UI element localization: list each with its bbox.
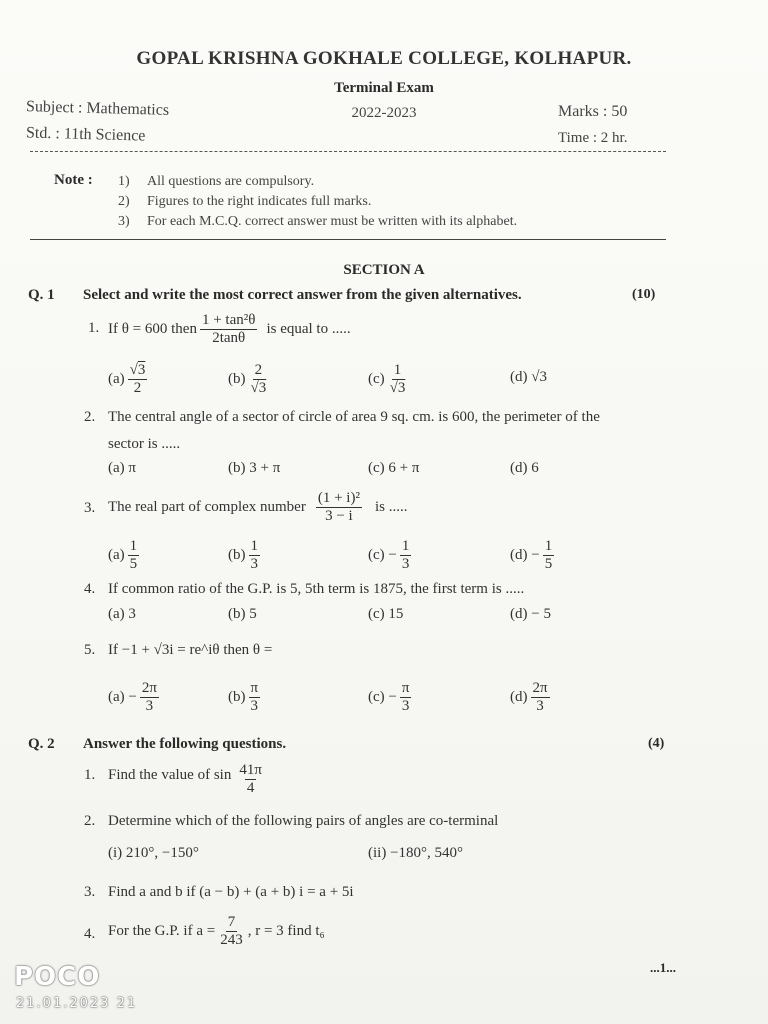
exam-type: Terminal Exam	[334, 80, 434, 96]
q1-2-option-a: (a) π	[108, 460, 136, 476]
camera-watermark-logo: POCO	[14, 962, 101, 992]
total-marks: Marks : 50	[558, 103, 628, 120]
q2-4-number: 4.	[84, 926, 96, 942]
q1-3-question	[108, 490, 407, 524]
q1-1-question	[108, 312, 351, 346]
q1-3-option-b: (b) $\frac{1}{3}$	[228, 538, 258, 572]
q2-4-question	[108, 914, 325, 948]
q2-2-number: 2.	[84, 813, 96, 829]
q1-3-text: The real part of complex number	[108, 498, 306, 515]
q1-3-tail: is .....	[374, 498, 408, 515]
q1-1-option-c: (c) $\frac{1}{√3}$	[368, 362, 406, 396]
note-heading: Note :	[54, 172, 93, 188]
q1-marks: (10)	[632, 287, 656, 302]
q2-label: Q. 2	[28, 736, 55, 752]
q1-1-number: 1.	[88, 320, 100, 336]
header-divider	[30, 151, 666, 152]
q2-3-text: Find a and b if (a − b) + (a + b) i = a + 5i	[108, 884, 354, 900]
q2-marks: (4)	[648, 736, 665, 751]
q1-3-fraction	[316, 490, 362, 524]
q2-4-frac-num: 7	[227, 914, 236, 930]
q1-1-text: If θ = 600 then	[108, 320, 197, 337]
q1-2-option-b: (b) 3 + π	[228, 460, 281, 476]
q1-1-option-b: (b) $\frac{2}{√3}$	[228, 362, 267, 396]
q1-label: Q. 1	[28, 287, 55, 303]
q2-4-text: For the G.P. if a =	[108, 922, 216, 939]
note-num-2: 2)	[118, 194, 130, 209]
q1-2-line-1: The central angle of a sector of circle of area 9 sq. cm. is 600, the perimeter of the	[108, 409, 600, 425]
q1-1-frac-den: 2tanθ	[212, 329, 246, 346]
subject: Subject : Mathematics	[25, 98, 170, 119]
q2-2-option-i: (i) 210°, −150°	[108, 845, 199, 861]
q2-1-frac-den: 4	[246, 779, 255, 796]
q1-5-option-b: (b) $\frac{\pi}{3}$	[228, 680, 259, 714]
page-number: ...1...	[650, 960, 676, 975]
q1-4-option-b: (b) 5	[228, 606, 257, 622]
note-item-1: All questions are compulsory.	[147, 174, 315, 189]
q1-2-number: 2.	[84, 409, 96, 425]
q2-3-number: 3.	[84, 884, 96, 900]
q1-2-option-c: (c) 6 + π	[368, 460, 420, 476]
note-item-2: Figures to the right indicates full marks.	[147, 194, 372, 209]
q1-3-number: 3.	[84, 500, 96, 516]
q1-2-line-2: sector is .....	[108, 436, 181, 452]
q1-5-option-d: (d) $\frac{2\pi}{3}$	[510, 680, 548, 714]
q2-4-tail: , r = 3 find t₆	[247, 922, 325, 939]
college-name: GOPAL KRISHNA GOKHALE COLLEGE, KOLHAPUR.	[136, 48, 632, 69]
note-num-1: 1)	[118, 174, 130, 189]
q1-3-option-a: (a) $\frac{1}{5}$	[108, 538, 138, 572]
q2-1-number: 1.	[84, 767, 96, 783]
q2-2-option-ii: (ii) −180°, 540°	[368, 845, 464, 861]
q1-3-frac-den: 3 − i	[325, 507, 353, 524]
q2-1-frac-num: 41π	[239, 762, 262, 778]
q1-1-option-a: (a) $\frac{√3}{2}$	[108, 362, 146, 396]
q1-1-frac-num: 1 + tan²θ	[201, 312, 256, 328]
q1-5-text: If −1 + √3i = re^iθ then θ =	[108, 642, 273, 658]
q1-1-fraction	[200, 312, 257, 346]
q1-1-tail: is equal to .....	[266, 320, 351, 337]
note-divider	[30, 239, 666, 240]
exam-year: 2022-2023	[351, 105, 417, 121]
q1-3-option-d: (d) − $\frac{1}{5}$	[510, 538, 553, 572]
q2-1-text: Find the value of sin	[108, 767, 232, 783]
q1-3-frac-num: (1 + i)²	[317, 490, 360, 506]
q2-2-text: Determine which of the following pairs of angles are co-terminal	[108, 813, 499, 829]
note-num-3: 3)	[118, 214, 130, 229]
q1-4-option-c: (c) 15	[368, 606, 404, 622]
section-title: SECTION A	[343, 262, 425, 278]
q1-4-number: 4.	[84, 581, 96, 597]
q1-3-option-c: (c) − $\frac{1}{3}$	[368, 538, 410, 572]
q1-title: Select and write the most correct answer from the given alternatives.	[83, 287, 522, 303]
note-item-3: For each M.C.Q. correct answer must be written with its alphabet.	[147, 214, 518, 229]
q2-4-frac-den: 243	[220, 931, 243, 948]
q2-1-question	[108, 762, 267, 796]
q1-4-text: If common ratio of the G.P. is 5, 5th term is 1875, the first term is .....	[108, 581, 525, 597]
time-allowed: Time : 2 hr.	[558, 130, 628, 146]
q1-5-option-a: (a) − $\frac{2\pi}{3}$	[108, 680, 157, 714]
q2-1-fraction	[237, 762, 264, 796]
q1-4-option-d: (d) − 5	[510, 606, 551, 622]
camera-watermark-date: 21.01.2023 21	[16, 996, 138, 1011]
q2-title: Answer the following questions.	[83, 736, 287, 752]
standard: Std. : 11th Science	[25, 124, 146, 145]
q1-4-option-a: (a) 3	[108, 606, 136, 622]
q1-5-number: 5.	[84, 642, 96, 658]
q1-1-option-d: (d) √3	[510, 369, 547, 385]
q1-5-option-c: (c) − $\frac{\pi}{3}$	[368, 680, 410, 714]
q1-2-option-d: (d) 6	[510, 460, 539, 476]
q2-4-fraction	[218, 914, 245, 948]
